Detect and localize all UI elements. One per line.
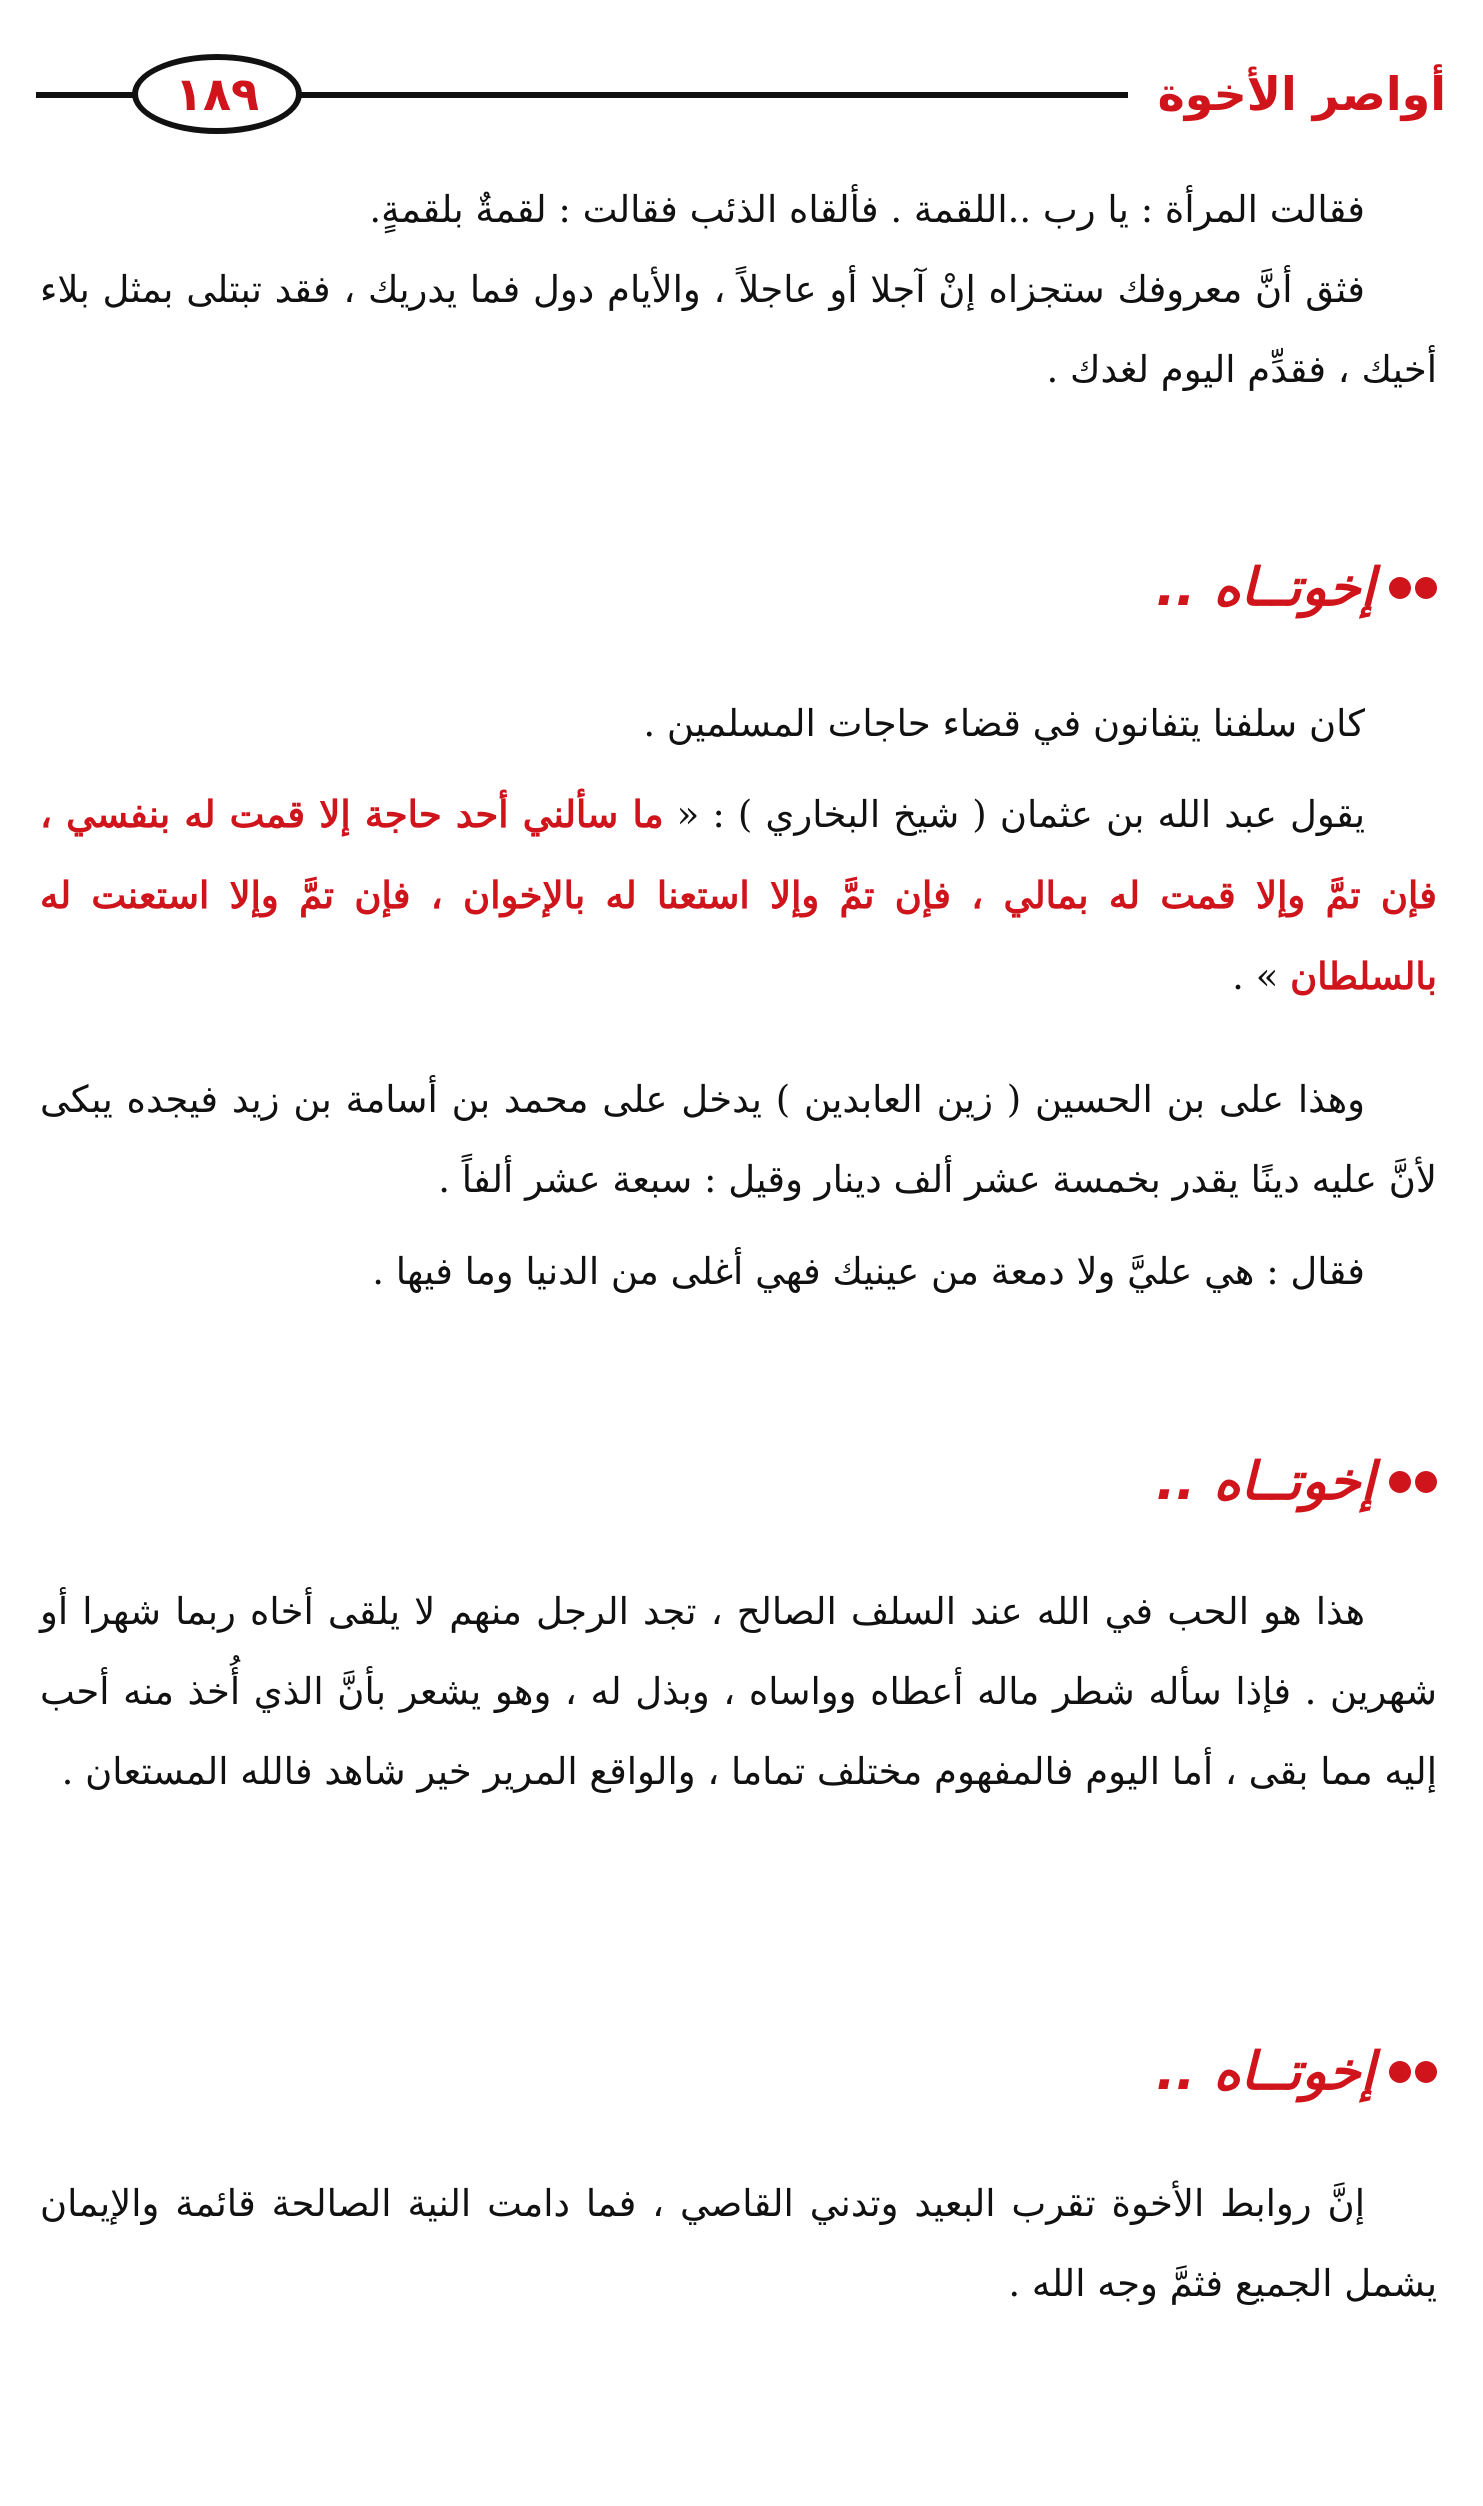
- section-heading-2: [1156, 1442, 1437, 1522]
- page-number: ١٨٩: [132, 54, 302, 134]
- page-header: [36, 40, 1446, 150]
- paragraph-5: وهذا على بن الحسين ( زين العابدين ) يدخل على محمد بن أسامة بن زيد فيجده يبكى لأنَّ عليه دينًا يقدر بخمسة عشر ألف دينار وقيل : سبعة عشر ألفاً .: [40, 1078, 1437, 1201]
- bullet-dots-icon: [1389, 577, 1437, 599]
- section-heading-1: [1156, 548, 1437, 628]
- paragraph-8: إنَّ روابط الأخوة تقرب البعيد وتدني القاصي ، فما دامت النية الصالحة قائمة والإيمان يشمل الجميع فثمَّ وجه الله .: [40, 2182, 1437, 2305]
- quote-intro: يقول عبد الله بن عثمان ( شيخ البخاري ) : «: [663, 793, 1365, 836]
- section-heading-3: [1156, 2032, 1437, 2112]
- paragraph-2: فثق أنَّ معروفك ستجزاه إنْ آجلا أو عاجلاً ، والأيام دول فما يدريك ، فقد تبتلى بمثل بلاء أخيك ، فقدِّم اليوم لغدك .: [40, 268, 1437, 391]
- paragraph-3: كان سلفنا يتفانون في قضاء حاجات المسلمين .: [643, 702, 1365, 745]
- paragraph-7: هذا هو الحب في الله عند السلف الصالح ، تجد الرجل منهم لا يلقى أخاه ربما شهرا أو شهرين . فإذا سأله شطر ماله أعطاه وواساه ، وبذل له ، وهو يشعر بأنَّ الذي أُخذ منه أحب إليه مما بقى ، أما اليوم فالمفهوم مختلف تماما ، والواقع المرير خير شاهد فالله المستعان .: [40, 1590, 1437, 1793]
- running-title: أواصر الأخوة: [1128, 50, 1446, 138]
- paragraph-6: فقال : هي عليَّ ولا دمعة من عينيك فهي أغلى من الدنيا وما فيها .: [372, 1250, 1365, 1293]
- section-heading-text: إخوتــاه ..: [1155, 558, 1375, 618]
- bullet-dots-icon: [1389, 2061, 1437, 2083]
- section-heading-text: إخوتــاه ..: [1155, 1452, 1375, 1512]
- bullet-dots-icon: [1389, 1471, 1437, 1493]
- paragraph-4: [40, 774, 1437, 1017]
- quote-text: ما سألني أحد حاجة إلا قمت له بنفسي ، فإن تمَّ وإلا قمت له بمالي ، فإن تمَّ وإلا استعنا له بالإخوان ، فإن تمَّ وإلا استعنت له بالسلطان: [40, 792, 1437, 998]
- paragraph-1: فقالت المرأة : يا رب ..اللقمة . فألقاه الذئب فقالت : لقمةٌ بلقمةٍ.: [369, 188, 1365, 231]
- section-heading-text: إخوتــاه ..: [1155, 2042, 1375, 2102]
- quote-end: » .: [1232, 955, 1291, 998]
